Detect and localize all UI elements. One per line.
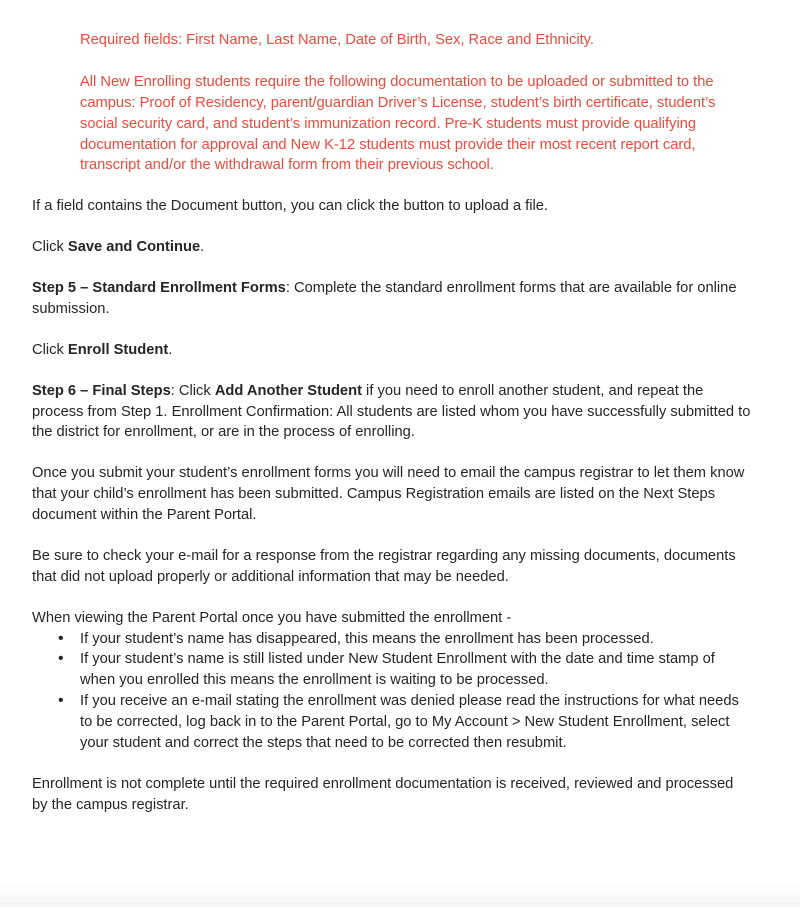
click-save-and-continue-instruction [32,237,752,258]
page-footer-divider [0,903,800,904]
save-and-continue-label: Save and Continue [67,239,201,256]
click-save-suffix: . [200,239,205,256]
required-documents-notice [80,30,748,176]
closing-paragraph: Enrollment is not complete until the required enrollment documentation is received, reviewed and processed by the campus registrar. [32,775,734,813]
step-5-paragraph [32,278,752,320]
document-body [32,196,752,815]
documentation-requirements-paragraph: All New Enrolling students require the following documentation to be uploaded or submitted to the campus: Proof of Residency, parent/guardian Driver’s License, student’s birth certificate, student’s social security card, and student’s immunization record. Pre-K students must provide qualifying documentation for approval and New K-12 students must provide their most recent report card, transcript and/or the withdrawal form from their previous school. [80,73,716,174]
registrar-email-paragraph: Once you submit your student’s enrollment forms you will need to email the campus registrar to let them know that your child’s enrollment has been submitted. Campus Registration emails are listed on the Next Steps document within the Parent Portal. [32,465,745,523]
page-footer-band [0,883,800,907]
step-5-description: : Complete the standard enrollment forms that are available for online submission. [32,280,737,317]
click-enroll-student-instruction [32,340,752,361]
notice-spacer [80,51,748,72]
step-6-heading: Step 6 – Final Steps [32,382,171,399]
list-item: • If you receive an e-mail stating the enrollment was denied please read the instructions for what needs to be corrected, log back in to the Parent Portal, go to My Account > New Student Enrollment, select your student and correct the steps that need to be corrected then resubmit. [32,691,752,754]
parent-portal-intro: When viewing the Parent Portal once you have submitted the enrollment - [32,609,512,626]
click-enroll-suffix: . [168,341,173,358]
step-6-paragraph [32,381,752,444]
step-6-description: if you need to enroll another student, and repeat the process from Step 1. Enrollment Confirmation: All students are listed whom you have successfully submitted to the district for enrollment, or are in the process of enrolling. [32,382,751,441]
step-6-click-text: : Click [170,382,215,399]
document-button-paragraph: If a field contains the Document button, you can click the button to upload a file. [32,198,549,215]
required-fields-line: Required fields: First Name, Last Name, Date of Birth, Sex, Race and Ethnicity. [80,32,595,48]
list-item: • If your student’s name is still listed under New Student Enrollment with the date and time stamp of when you enrolled this means the enrollment is waiting to be processed. [32,649,752,691]
enroll-student-label: Enroll Student [67,341,169,358]
click-save-prefix: Click [32,239,68,256]
list-item: • If your student’s name has disappeared, this means the enrollment has been processed. [32,629,752,650]
click-enroll-prefix: Click [32,341,68,358]
add-another-student-label: Add Another Student [214,382,362,399]
step-5-heading: Step 5 – Standard Enrollment Forms [32,280,286,296]
parent-portal-status-list [32,629,752,754]
email-check-paragraph: Be sure to check your e-mail for a response from the registrar regarding any missing documents, documents that did not upload properly or additional information that may be needed. [32,547,736,585]
